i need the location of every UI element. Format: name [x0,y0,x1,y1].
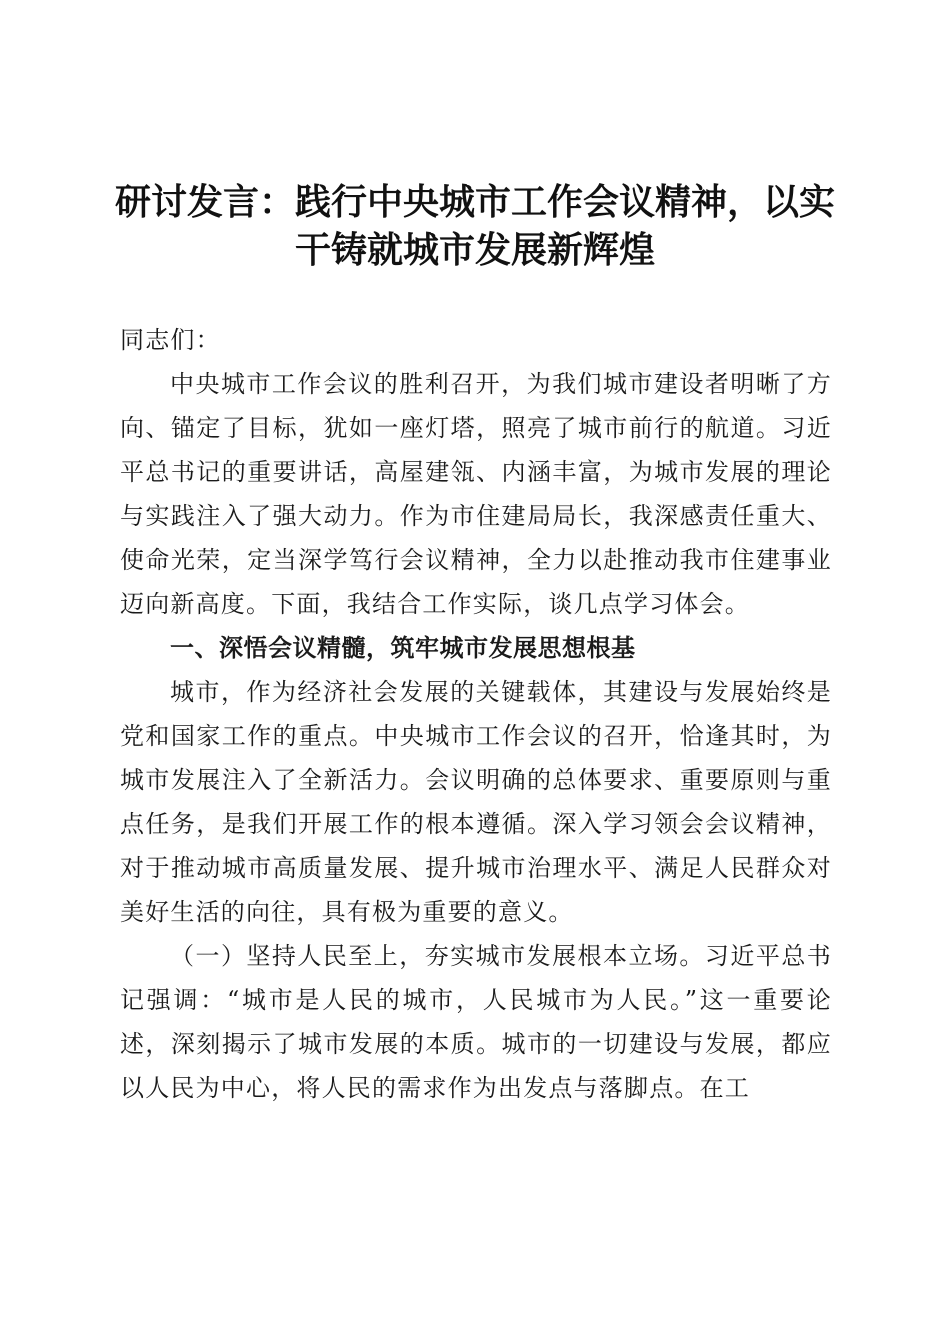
document-body [120,318,832,1110]
section-paragraph: 城市，作为经济社会发展的关键载体，其建设与发展始终是党和国家工作的重点。中央城市工作会议的召开，恰逢其时，为城市发展注入了全新活力。会议明确的总体要求、重要原则与重点任务，是我们开展工作的根本遵循。深入学习领会会议精神，对于推动城市高质量发展、提升城市治理水平、满足人民群众对美好生活的向往，具有极为重要的意义。 [120,678,832,926]
salutation: 同志们： [120,326,221,354]
document-title: 研讨发言：践行中央城市工作会议精神，以实干铸就城市发展新辉煌 [114,181,835,271]
section-heading: 一、深悟会议精髓，筑牢城市发展思想根基 [170,634,636,662]
intro-paragraph: 中央城市工作会议的胜利召开，为我们城市建设者明晰了方向、锚定了目标，犹如一座灯塔，照亮了城市前行的航道。习近平总书记的重要讲话，高屋建瓴、内涵丰富，为城市发展的理论与实践注入了强大动力。作为市住建局局长，我深感责任重大、使命光荣，定当深学笃行会议精神，全力以赴推动我市住建事业迈向新高度。下面，我结合工作实际，谈几点学习体会。 [120,370,832,618]
subsection-paragraph: （一）坚持人民至上，夯实城市发展根本立场。习近平总书记强调：“城市是人民的城市，人民城市为人民。”这一重要论述，深刻揭示了城市发展的本质。城市的一切建设与发展，都应以人民为中心，将人民的需求作为出发点与落脚点。在工 [120,942,832,1102]
